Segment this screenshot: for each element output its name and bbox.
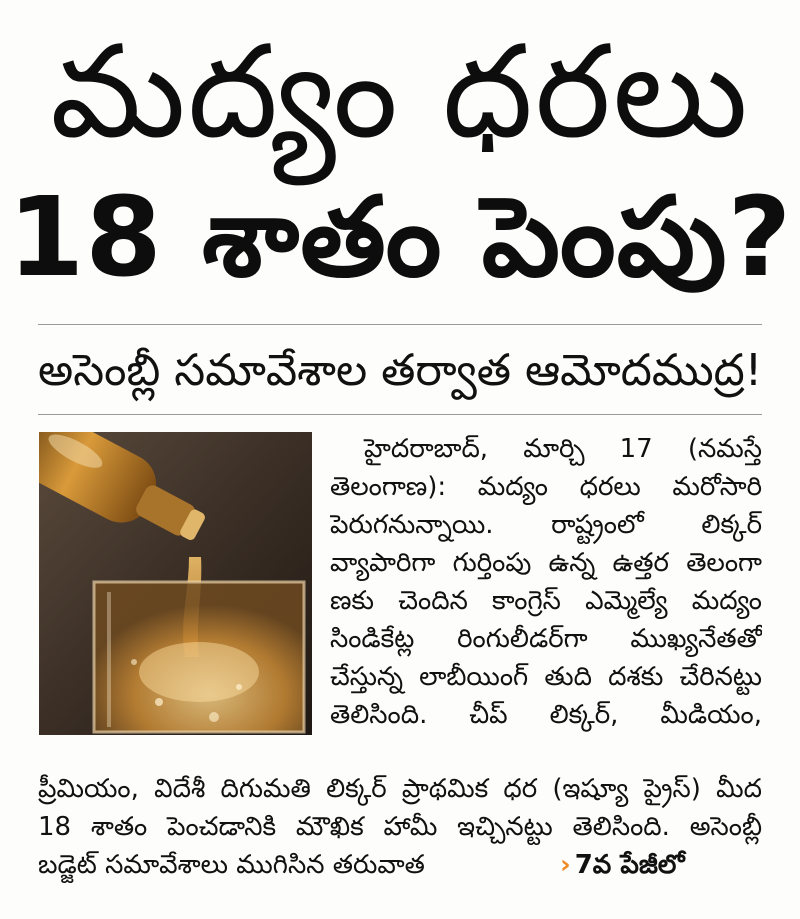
continued-on-page-label: 7వ పేజీలో xyxy=(574,850,685,880)
article-body-column xyxy=(330,430,762,734)
body-line: 18 శాతం పెంచడానికి మౌఖిక హామీ ఇచ్చినట్టు తెలిసింది. అసెంబ్లీ xyxy=(38,812,762,842)
body-line: వ్యాపారిగా గుర్తింపు ఉన్న ఉత్తర తెలంగా xyxy=(330,548,762,578)
continued-on-page-link[interactable] xyxy=(560,846,685,884)
liquor-pour-illustration xyxy=(39,432,312,735)
headline-line-1: మద్యం ధరలు xyxy=(50,18,750,167)
chevron-right-icon: › xyxy=(560,850,571,880)
headline-line-2: 18 శాతం పెంపు? xyxy=(7,173,793,301)
liquor-pour-photo xyxy=(39,432,312,735)
body-line: బడ్జెట్ సమావేశాలు ముగిసిన తరువాత xyxy=(38,850,425,880)
body-line: ణకు చెందిన కాంగ్రెస్ ఎమ్మెల్యే మద్యం xyxy=(330,586,762,616)
divider-bottom xyxy=(38,414,762,415)
subheadline: అసెంబ్లీ సమావేశాల తర్వాత ఆమోదముద్ర! xyxy=(38,345,763,396)
body-line: సిండికేట్ల రింగులీడర్‌గా ముఖ్యనేతతో xyxy=(330,624,762,654)
body-line: చేస్తున్న లాబీయింగ్ తుది దశకు చేరినట్టు xyxy=(330,662,762,692)
body-line: తెలంగాణ): మద్యం ధరలు మరోసారి xyxy=(330,472,762,502)
body-line: ప్రీమియం, విదేశీ దిగుమతి లిక్కర్ ప్రాథమిక ధర (ఇష్యూ ప్రైస్) మీద xyxy=(38,774,762,804)
body-line: హైదరాబాద్, మార్చి 17 (నమస్తే xyxy=(364,434,762,464)
body-line: తెలిసింది. చీప్ లిక్కర్, మీడియం, xyxy=(330,700,762,730)
body-line: పెరుగనున్నాయి. రాష్ట్రంలో లిక్కర్ xyxy=(330,510,762,540)
divider-top xyxy=(38,324,762,325)
